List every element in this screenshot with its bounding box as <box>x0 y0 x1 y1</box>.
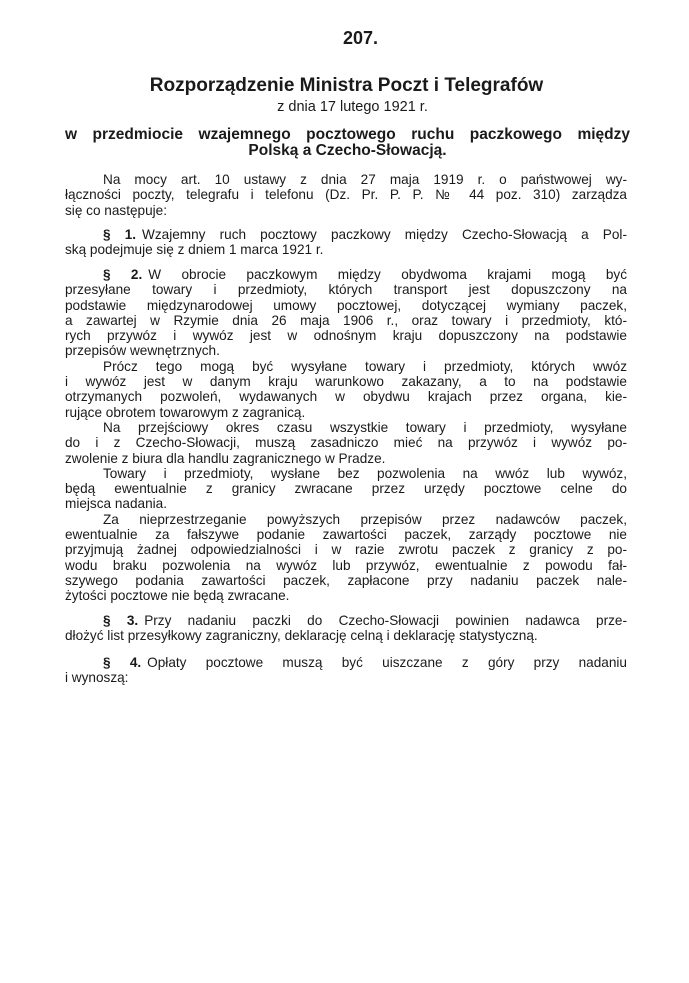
text-span: W obrocie paczkowym między obydwoma krajami mogą być <box>148 267 627 282</box>
text-line <box>65 267 627 282</box>
text-line: zwolenie z biura dla handlu zagranicznego w Pradze. <box>65 450 386 466</box>
text-line: rych przywóz i wywóz jest w odnośnym kraju dopuszczony na podstawie <box>65 328 627 344</box>
text-line: miejsca nadania. <box>65 496 168 512</box>
text-line: łączności poczty, telegrafu i telefonu (Dz. Pr. P. P. № 44 poz. 310) zarządza <box>65 187 627 203</box>
text-line: przepisów wewnętrznych. <box>65 343 220 359</box>
text-line: do i z Czecho-Słowacji, muszą zasadniczo mieć na przywóz i wywóz po- <box>65 435 627 451</box>
text-line: Na mocy art. 10 ustawy z dnia 27 maja 1919 r. o państwowej wy- <box>103 172 627 187</box>
text-span: Przy nadaniu paczki do Czecho-Słowacji powinien nadawca prze- <box>144 613 627 628</box>
text-line: i wynoszą: <box>65 670 129 686</box>
text-line: Towary i przedmioty, wysłane bez pozwolenia na wwóz lub wywóz, <box>103 465 627 481</box>
text-line: ewentualnie za fałszywe podanie zawartości paczek, zarządy pocztowe nie <box>65 527 627 543</box>
text-line: i wywóz jest w danym kraju warunkowo zakazany, a to na podstawie <box>65 374 627 390</box>
text-line: szywego podania zawartości paczek, zapłacone przy nadaniu paczek nale- <box>65 572 627 588</box>
section-label: § 1. <box>103 227 137 242</box>
text-line: dłożyć list przesyłkowy zagraniczny, deklarację celną i deklarację statystyczną. <box>65 628 538 644</box>
text-line: wodu braku pozwolenia na wywóz lub przywóz, ewentualnie z powodu fał- <box>65 557 627 573</box>
preamble <box>65 172 627 218</box>
document-subject <box>65 127 630 159</box>
text-line: żytości pocztowe nie będą zwracane. <box>65 588 290 604</box>
text-line: rujące obrotem towarowym z zagranicą. <box>65 404 306 420</box>
text-line <box>65 227 627 242</box>
document-date: z dnia 17 lutego 1921 r. <box>277 99 428 115</box>
act-number: 207. <box>342 28 379 48</box>
section-4 <box>65 655 627 686</box>
text-line <box>65 613 627 628</box>
document-title: Rozporządzenie Ministra Poczt i Telegrafów <box>149 75 544 96</box>
text-span: Wzajemny ruch pocztowy paczkowy między Czecho-Słowacją a Pol- <box>142 227 627 242</box>
section-3 <box>65 613 627 644</box>
section-label: § 3. <box>103 613 139 628</box>
text-line: się co następuje: <box>65 202 168 218</box>
text-line: Na przejściowy okres czasu wszystkie towary i przedmioty, wysyłane <box>103 419 627 435</box>
text-line: podstawie międzynarodowej umowy pocztowej, dotyczącej wymiany paczek, <box>65 297 627 313</box>
subject-line: w przedmiocie wzajemnego pocztowego ruchu paczkowego między <box>65 126 630 143</box>
section-label: § 2. <box>103 267 143 282</box>
text-line: Za nieprzestrzeganie powyższych przepisów przez nadawców paczek, <box>103 511 627 527</box>
text-line: a zawartej w Rzymie dnia 26 maja 1906 r., oraz towary i przedmioty, któ- <box>65 312 627 328</box>
section-1 <box>65 227 627 258</box>
text-line: otrzymanych pozwoleń, wydawanych w obydwu krajach przez organa, kie- <box>65 389 627 405</box>
subject-line: Polską a Czecho-Słowacją. <box>248 142 447 159</box>
text-line: będą ewentualnie z granicy zwracane przez urzędy pocztowe celne do <box>65 481 627 497</box>
text-line: przyjmują żadnej odpowiedzialności i w razie zwrotu paczek z granicy z po- <box>65 542 627 558</box>
section-label: § 4. <box>103 655 142 670</box>
text-line: ską podejmuje się z dniem 1 marca 1921 r. <box>65 242 324 258</box>
text-line: Prócz tego mogą być wysyłane towary i przedmioty, których wwóz <box>103 358 627 374</box>
text-line <box>65 655 627 670</box>
text-line: przesyłane towary i przedmioty, których transport jest dopuszczony na <box>65 282 627 298</box>
text-span: Opłaty pocztowe muszą być uiszczane z góry przy nadaniu <box>147 655 627 670</box>
section-2 <box>65 267 627 604</box>
